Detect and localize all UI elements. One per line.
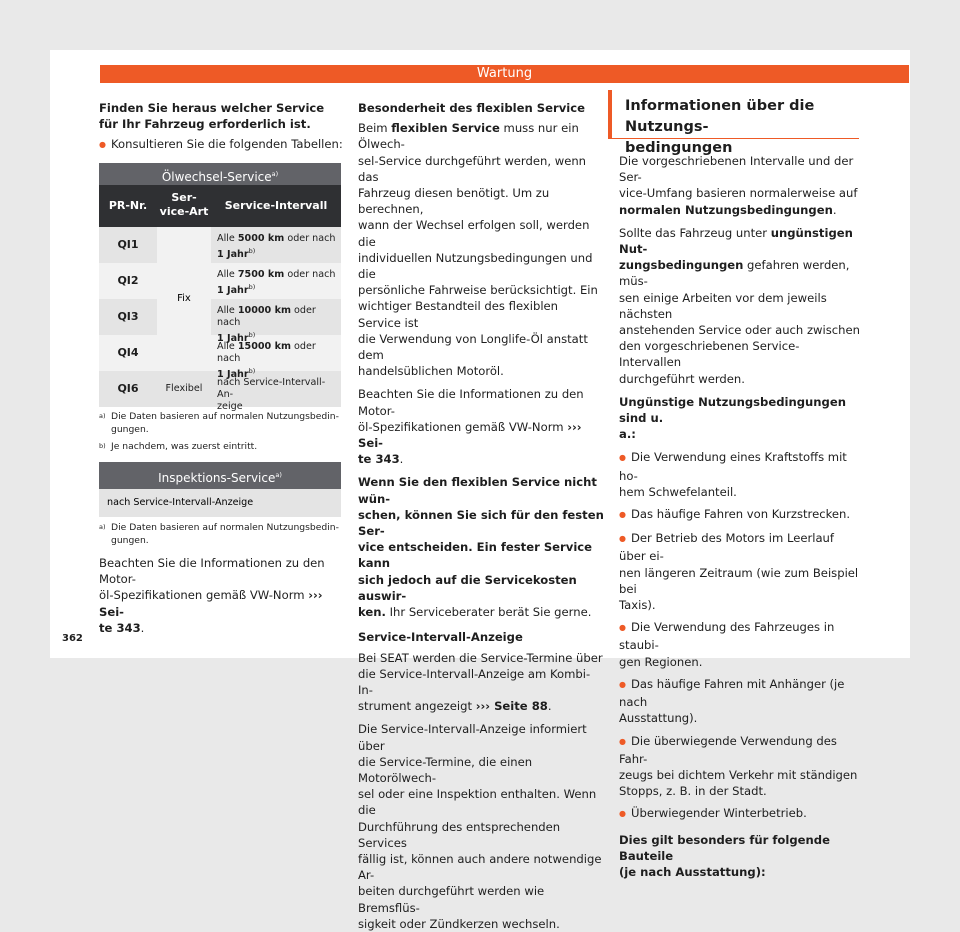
oil-table-title-note: a) <box>271 170 279 178</box>
table-row <box>99 299 341 345</box>
interval-post: oder nach <box>284 233 336 244</box>
interval-pre: Alle <box>217 305 238 316</box>
list-item <box>619 733 860 800</box>
list-item-text: Die überwiegende Verwendung des Fahr- zeugs bei dichtem Verkehr mit ständigen Stopps, z. B. in der Stadt. <box>619 733 858 799</box>
footnote-mark: b) <box>99 442 106 450</box>
heading-components: Dies gilt besonders für folgende Bauteile (je nach Ausstattung): <box>619 832 830 879</box>
oil-service-table <box>99 163 341 412</box>
oil-table-body <box>99 227 341 412</box>
bold-text: flexiblen Service <box>391 121 500 136</box>
table-row <box>99 227 341 263</box>
text: Bei SEAT werden die Service-Termine über die Service-Intervall-Anzeige am Kombi-In- strument angezeigt <box>358 650 603 714</box>
interval-post: oder nach <box>217 305 316 328</box>
text: Sollte das Fahrzeug unter <box>619 225 771 240</box>
list-item-text: Die Verwendung eines Kraftstoffs mit ho- hem Schwefelanteil. <box>619 450 847 499</box>
heading-flexible-service: Besonderheit des flexiblen Service <box>358 101 586 115</box>
service-type-fix: Fix <box>157 227 211 371</box>
table-row <box>99 335 341 381</box>
interval-note: b) <box>248 247 256 255</box>
left-bottom-text: Beachten Sie die Informationen zu den Motor- öl-Spezifikationen gemäß VW-Norm <box>99 556 325 603</box>
left-heading: Finden Sie heraus welcher Service für Ihr Fahrzeug erforderlich ist. <box>99 101 325 132</box>
interval-note: b) <box>248 331 256 339</box>
paragraph-normal-conditions <box>619 153 860 218</box>
oil-footnotes <box>99 410 344 453</box>
text: gefahren werden, müs- sen einige Arbeiten vor dem jeweils nächsten anstehenden Service oder auch zwischen den vorgeschriebenen Service-Intervallen durchgeführt werden. <box>619 258 860 386</box>
list-item-text: Das häufige Fahren von Kurzstrecken. <box>630 507 851 522</box>
list-item <box>619 676 860 727</box>
xref-arrow-icon: ››› <box>567 419 582 434</box>
interval-year: 1 Jahr <box>217 249 249 261</box>
interval-pre: Alle <box>217 269 238 280</box>
pr-cell: QI1 <box>117 238 139 251</box>
interval-km: 15000 km <box>237 341 291 352</box>
accent-bar <box>608 90 612 138</box>
interval-post: oder nach <box>284 269 336 280</box>
list-item-text: Der Betrieb des Motors im Leerlauf über ei- nen längeren Zeitraum (wie zum Beispiel bei Taxis). <box>619 531 859 613</box>
pr-cell: QI2 <box>117 274 139 287</box>
list-item-text: Das häufige Fahren mit Anhänger (je nach Ausstattung). <box>619 676 845 726</box>
interval-pre: Alle <box>217 341 238 352</box>
pr-cell: QI4 <box>117 346 139 359</box>
middle-column <box>358 100 604 932</box>
left-column <box>99 100 344 155</box>
footnote-text: Die Daten basieren auf normalen Nutzungsbedin- gungen. <box>111 522 339 546</box>
oil-table-header <box>99 185 341 227</box>
right-column <box>619 153 860 880</box>
footnote-text: Je nachdem, was zuerst eintritt. <box>111 441 258 452</box>
table-row <box>99 371 341 412</box>
pr-cell: QI6 <box>117 382 139 395</box>
interval-note: b) <box>248 283 256 291</box>
interval-cell <box>211 335 341 381</box>
col-header-interval: Service-Intervall <box>224 199 328 212</box>
table-row <box>99 263 341 299</box>
interval-km: 7500 km <box>237 269 285 280</box>
list-item <box>619 449 860 500</box>
text: Ihr Serviceberater berät Sie gerne. <box>385 605 592 620</box>
pr-cell: QI3 <box>117 310 139 323</box>
bold-text: normalen Nutzungsbedingungen <box>619 202 833 217</box>
list-item <box>619 619 860 670</box>
paragraph-interval-info: Die Service-Intervall-Anzeige informiert über die Service-Termine, die einen Motorölwech- sel oder eine Inspektion enthalten. Wenn die Durchführung des entsprechenden Services fällig ist, können auch andere notwendige Ar- beiten durchgeführt werden wie Bremsflüs- sigkeit oder Zündkerzen wechseln. <box>358 722 602 931</box>
period: . <box>832 202 837 217</box>
page-link[interactable]: Sei- te 343 <box>99 604 141 635</box>
interval-note: b) <box>248 367 256 375</box>
left-bottom-paragraph <box>99 555 344 636</box>
interval-year: 1 Jahr <box>217 369 249 381</box>
interval-year: 1 Jahr <box>217 333 249 345</box>
paragraph-oil-spec <box>358 386 604 467</box>
paragraph-fixed-service <box>358 474 604 620</box>
accent-line <box>608 138 859 139</box>
list-item <box>619 805 860 823</box>
col-header-pr: PR-Nr. <box>108 199 148 212</box>
list-item-text: Die Verwendung des Fahrzeuges in staubi- gen Regionen. <box>619 620 835 669</box>
paragraph-interval-display <box>358 650 604 715</box>
oil-table-title <box>99 163 341 185</box>
heading-interval-display: Service-Intervall-Anzeige <box>358 630 523 645</box>
page-link[interactable]: Seite 88 <box>490 699 548 714</box>
inspection-service-table <box>99 462 341 517</box>
inspection-row: nach Service-Intervall-Anzeige <box>99 489 341 517</box>
period: . <box>399 452 404 467</box>
list-item <box>619 506 860 524</box>
heading-conditions: Ungünstige Nutzungsbedingungen sind u. a.: <box>619 394 846 442</box>
xref-arrow-icon: ››› <box>475 699 491 714</box>
footnote-a <box>99 410 344 436</box>
footnote-b <box>99 440 344 453</box>
interval-post: oder nach <box>217 341 316 364</box>
footnote-mark: a) <box>99 412 106 420</box>
page-link[interactable]: Sei- te 343 <box>358 436 400 467</box>
inspection-table-title <box>99 462 341 489</box>
bold-text: Wenn Sie den flexiblen Service nicht wün- schen, können Sie sich für den festen Ser- vice entscheiden. Ein fester Service kann sich jedoch auf die Servicekosten auswir- ken. <box>358 475 604 620</box>
footnote-a <box>99 521 344 547</box>
text: Beim <box>358 121 392 136</box>
interval-pre: Alle <box>217 233 238 244</box>
inspection-footnote <box>99 521 344 547</box>
paragraph-flexible <box>358 120 604 379</box>
oil-table-title-text: Ölwechsel-Service <box>161 170 272 184</box>
col-header-type: Ser- vice-Art <box>159 191 209 218</box>
left-bullet <box>99 136 344 154</box>
interval-km: 10000 km <box>237 305 291 316</box>
inspection-table-title-note: a) <box>275 471 282 479</box>
info-heading-title: Informationen über die Nutzungs- bedingungen <box>625 98 815 156</box>
text: muss nur ein Ölwech- sel-Service durchgeführt werden, wenn das Fahrzeug diesen benötigt. Um zu berechnen, wann der Wechsel erfolgen soll, werden die individuellen Nutzungsbedingungen und die persönliche Fahrweise berücksichtigt. Ein wichtiger Bestandteil des flexiblen Service ist die Verwendung von Longlife-Öl anstatt dem handelsüblichen Motoröl. <box>358 121 598 379</box>
xref-arrow-icon: ››› <box>308 588 323 603</box>
period: . <box>140 620 145 635</box>
service-type-flexibel: Flexibel <box>165 383 203 394</box>
interval-cell <box>211 263 341 299</box>
list-item <box>619 530 860 613</box>
paragraph-unfavourable <box>619 225 860 387</box>
left-bullet-text: Konsultieren Sie die folgenden Tabellen: <box>110 137 343 152</box>
list-item-text: Überwiegender Winterbetrieb. <box>630 806 807 821</box>
bold-text: ungünstigen Nut- zungsbedingungen <box>619 225 853 273</box>
footnote-text: Die Daten basieren auf normalen Nutzungsbedin- gungen. <box>111 411 339 435</box>
text: Die vorgeschriebenen Intervalle und der Ser- vice-Umfang basieren normalerweise auf <box>619 154 858 201</box>
text: Beachten Sie die Informationen zu den Motor- öl-Spezifikationen gemäß VW-Norm <box>358 387 584 434</box>
section-header: Wartung <box>100 65 909 83</box>
inspection-table-title-text: Inspektions-Service <box>158 471 276 485</box>
interval-cell: nach Service-Intervall-An- zeige <box>217 377 326 412</box>
page-number: 362 <box>62 633 83 644</box>
interval-year: 1 Jahr <box>217 285 249 297</box>
interval-cell <box>211 227 341 263</box>
footnote-mark: a) <box>99 523 106 531</box>
interval-cell <box>211 299 341 345</box>
interval-km: 5000 km <box>237 233 285 244</box>
period: . <box>547 699 552 714</box>
